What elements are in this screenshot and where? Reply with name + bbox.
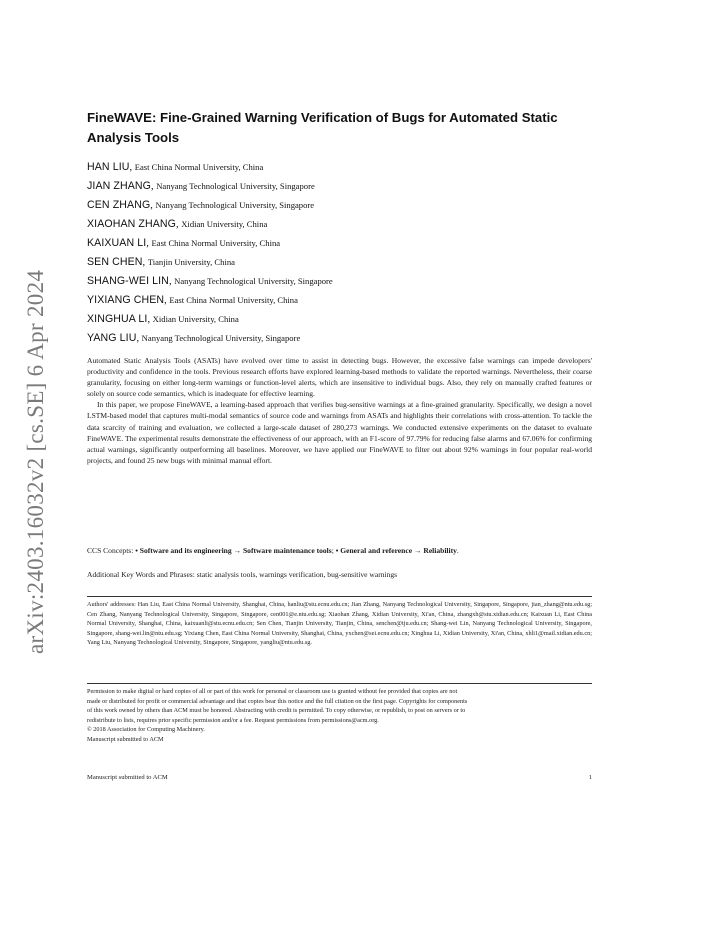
- author-affiliation: Xidian University, China: [181, 219, 268, 229]
- ccs-concept: • General and reference → Reliability: [335, 546, 457, 555]
- ccs-label: CCS Concepts:: [87, 546, 136, 555]
- ccs-separator: ;: [331, 546, 336, 555]
- arxiv-identifier: arXiv:2403.16032v2 [cs.SE] 6 Apr 2024: [23, 269, 48, 654]
- abstract-paragraph: Automated Static Analysis Tools (ASATs) have evolved over time to assist in detecting bugs. However, the excessive false warnings can impede developers' productivity and confidence in the tools. Previous research efforts have explored learning-based methods to validate the reported warnings. Nevertheless, their coarse granularity, focusing on either long-term warnings or function-level alerts, which are insensitive to individual bugs. Also, they rely on manually crafted features or solely on source code semantics, which is inadequate for effective learning.: [87, 356, 592, 399]
- ccs-concepts: [87, 545, 592, 556]
- page-number: 1: [588, 774, 592, 781]
- ccs-end: .: [456, 546, 459, 555]
- authors-addresses: Authors' addresses: Han Liu, East China Normal University, Shanghai, China, hanliu@stu.ecnu.edu.cn; Jian Zhang, Nanyang Technological University, Singapore, Singapore, jian_zhang@ntu.edu.sg; Cen Zhang, Nanyang Technological University, Singapore, Singapore, cen001@e.ntu.edu.sg; Xiaohan Zhang, Xidian University, Xi'an, China, zhangxh@stu.xidian.edu.cn; Kaixuan Li, East China Normal University, Shanghai, China, kaixuanli@stu.ecnu.edu.cn; Sen Chen, Tianjin University, Tianjin, China, senchen@tju.edu.cn; Shang-wei Lin, Nanyang Technological University, Singapore, Singapore, shang-wei.lin@ntu.edu.sg; Yixiang Chen, East China Normal University, Shanghai, China, yxchen@sei.ecnu.edu.cn; Xinghua Li, Xidian University, Xi'an, China, xhli1@mail.xidian.edu.cn; Yang Liu, Nanyang Technological University, Singapore, Singapore, yangliu@ntu.edu.sg.: [87, 601, 592, 647]
- author-entry: HAN LIU, East China Normal University, China: [87, 161, 264, 173]
- copyright-line: © 2018 Association for Computing Machinery.: [87, 726, 205, 734]
- author-affiliation: Nanyang Technological University, Singapore: [141, 333, 301, 343]
- author-entry: SEN CHEN, Tianjin University, China: [87, 256, 235, 268]
- author-affiliation: Tianjin University, China: [147, 257, 235, 267]
- author-affiliation: East China Normal University, China: [169, 295, 298, 305]
- author-entry: XIAOHAN ZHANG, Xidian University, China: [87, 218, 268, 230]
- author-name: XIAOHAN ZHANG: [87, 218, 177, 230]
- author-entry: JIAN ZHANG, Nanyang Technological University, Singapore: [87, 180, 315, 192]
- permission-line: redistribute to lists, requires prior specific permission and/or a fee. Request permissions from permissions@acm.org.: [87, 716, 379, 724]
- author-name: SHANG-WEI LIN: [87, 275, 169, 287]
- author-name: YIXIANG CHEN: [87, 294, 165, 306]
- author-affiliation: Nanyang Technological University, Singapore: [156, 181, 315, 191]
- author-entry: CEN ZHANG, Nanyang Technological University, Singapore: [87, 199, 315, 211]
- author-name: HAN LIU: [87, 161, 130, 173]
- keywords: Additional Key Words and Phrases: static analysis tools, warnings verification, bug-sensitive warnings: [87, 570, 398, 579]
- author-name: CEN ZHANG: [87, 199, 151, 211]
- author-affiliation: East China Normal University, China: [151, 238, 281, 248]
- author-entry: XINGHUA LI, Xidian University, China: [87, 313, 239, 325]
- permission-line: made or distributed for profit or commercial advantage and that copies bear this notice and the full citation on the first page. Copyrights for components: [87, 697, 468, 705]
- author-entry: KAIXUAN LI, East China Normal University, China: [87, 237, 281, 249]
- paper-title: FineWAVE: Fine-Grained Warning Verification of Bugs for Automated Static Analysis Tools: [87, 110, 558, 145]
- author-entry: YIXIANG CHEN, East China Normal University, China: [87, 294, 298, 306]
- author-entry: SHANG-WEI LIN, Nanyang Technological University, Singapore: [87, 275, 333, 287]
- permission-line: Permission to make digital or hard copies of all or part of this work for personal or classroom use is granted without fee provided that copies are not: [87, 688, 458, 695]
- footer-text: Manuscript submitted to ACM: [87, 774, 168, 781]
- author-name: JIAN ZHANG: [87, 180, 151, 192]
- author-name: SEN CHEN: [87, 256, 143, 268]
- author-affiliation: Xidian University, China: [152, 314, 239, 324]
- author-affiliation: Nanyang Technological University, Singapore: [174, 276, 333, 286]
- divider: [87, 596, 592, 597]
- divider: [87, 683, 592, 684]
- author-name: YANG LIU: [87, 332, 137, 344]
- permission-notice: [87, 687, 592, 744]
- author-affiliation: East China Normal University, China: [134, 162, 264, 172]
- author-name: XINGHUA LI: [87, 313, 148, 325]
- author-entry: YANG LIU, Nanyang Technological University, Singapore: [87, 332, 301, 344]
- author-name: KAIXUAN LI: [87, 237, 147, 249]
- ccs-concept: • Software and its engineering → Software maintenance tools: [135, 546, 332, 555]
- permission-line: of this work owned by others than ACM must be honored. Abstracting with credit is permitted. To copy otherwise, or republish, to post on servers or to: [87, 707, 466, 715]
- author-affiliation: Nanyang Technological University, Singapore: [155, 200, 315, 210]
- abstract-paragraph: In this paper, we propose FineWAVE, a learning-based approach that verifies bug-sensitive warnings at a fine-grained granularity. Specifically, we design a novel LSTM-based model that captures multi-modal semantics of source code and warnings from ASATs and highlights their correlations with cross-attention. To tackle the data scarcity of training and evaluation, we collected a large-scale dataset of 280,273 warnings. We conducted extensive experiments on the dataset to evaluate FineWAVE. The experimental results demonstrate the effectiveness of our approach, with an F1-score of 97.79% for reducing false alarms and 67.06% for confirming actual warnings, significantly outperforming all baselines. Moreover, we have applied our FineWAVE to filter out about 92% warnings in four popular real-world projects, and found 25 new bugs with minimal manual effort.: [87, 400, 592, 465]
- author-list: [87, 158, 607, 348]
- submission-line: Manuscript submitted to ACM: [87, 735, 164, 743]
- abstract: [87, 355, 592, 466]
